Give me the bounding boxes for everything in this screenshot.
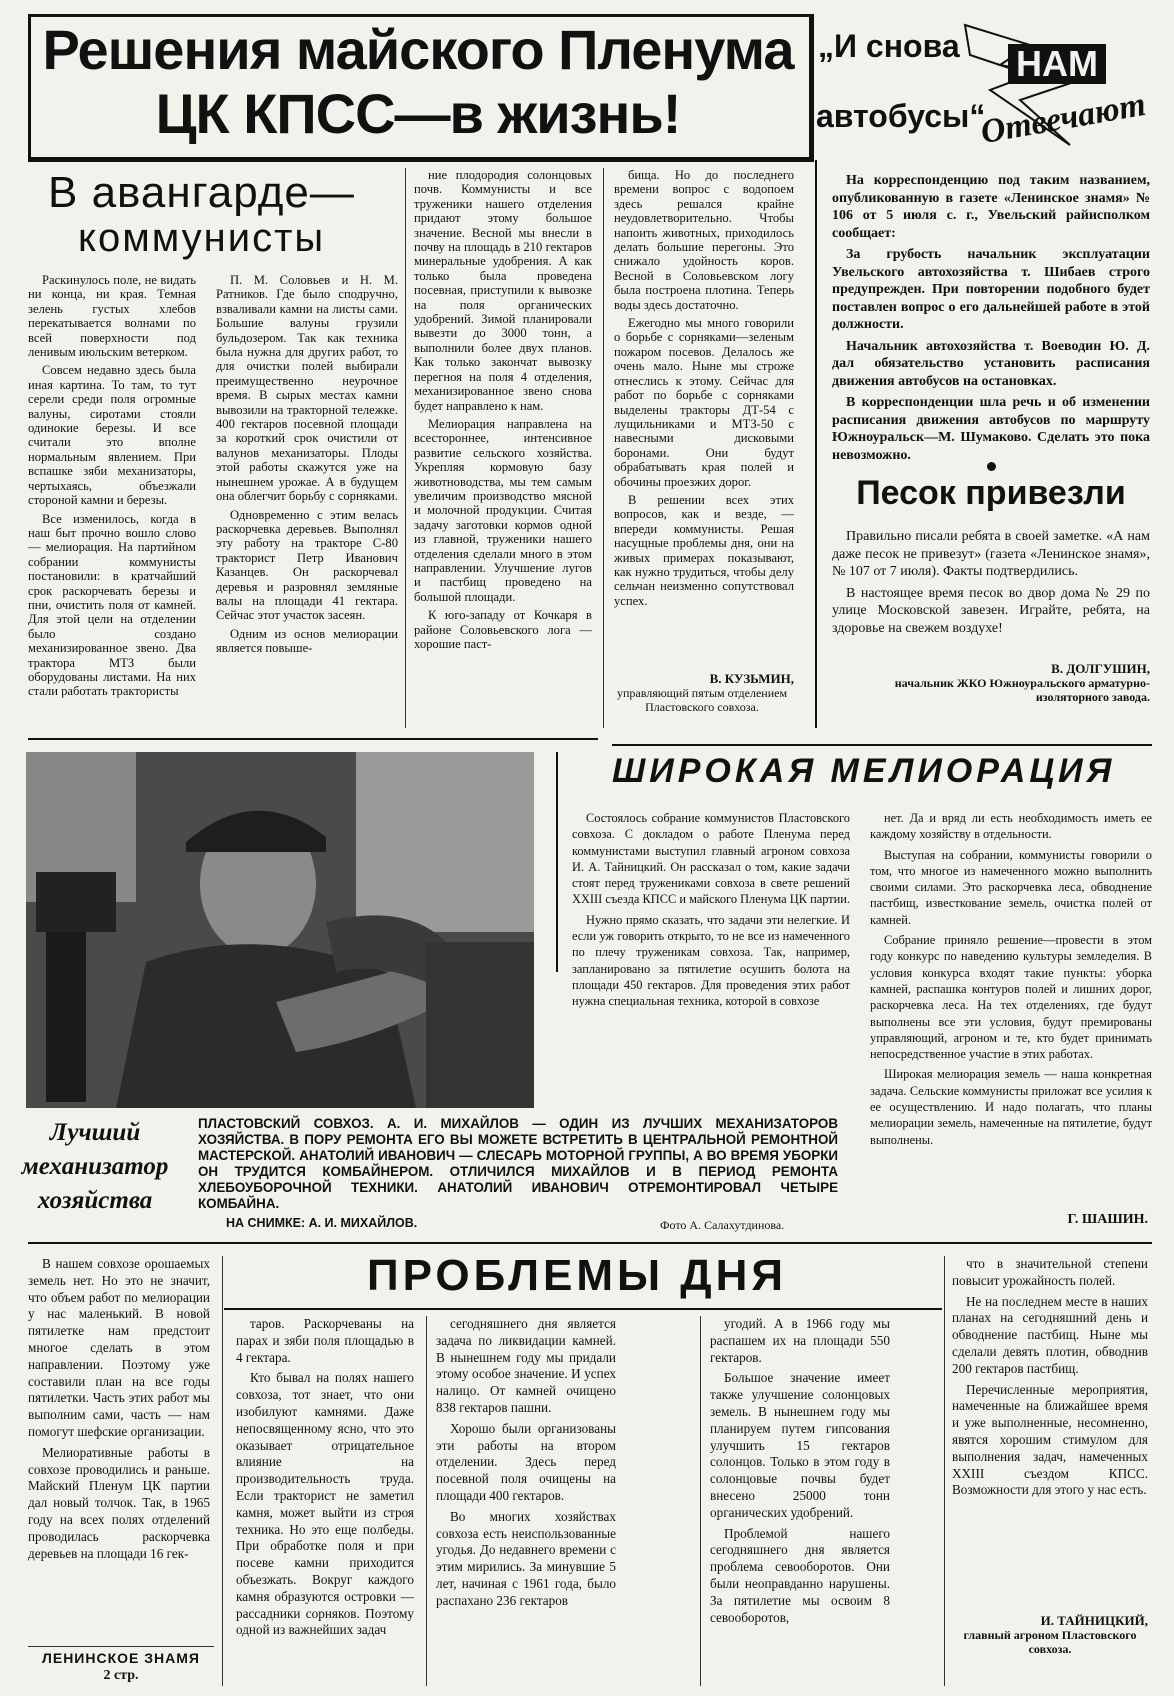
- vanguard-column-1: [28, 273, 196, 725]
- side-caption-line: хозяйства: [37, 1187, 153, 1214]
- paragraph: Ежегодно мы много говорили о борьбе с сорняками—зеленым пожаром посевов. Делалось же очень мало. Ныне мы строже отнеслись к этому. Сейчас для работ по борьбе с сорняками выделены тракторы ДТ-54 с лущильниками и МТЗ-50 с навесными дисковыми боронами. Они будут обрабатывать края полей и обочины проезжих дорог.: [614, 316, 794, 489]
- paragraph: Мелиорация направлена на всестороннее, интенсивное развитие сельского хозяйства. Укрепляя кормовую базу животноводства, мы тем самым увеличим производство мясной и молочной продукции. Считая задачу заготовки кормов одной из главной, труженики нашего отделения сделали много в этом направлении. Улучшение лугов и пастбищ проведено на большой площади.: [414, 416, 592, 604]
- bus-badge-script: Отвечают: [977, 85, 1149, 152]
- paragraph: Перечисленные мероприятия, намеченные на ближайшее время и уже выполненные, несомненно, явятся хорошим стимулом для выполнения задач, намеченных XXIII съездом КПСС. Возможности для этого у нас есть.: [952, 1381, 1148, 1498]
- paragraph: Все изменилось, когда в наш быт прочно вошло слово — мелиорация. На партийном собрании коммунисты постановили: в кратчайший срок раскорчевать березы и пни, очистить поля от камней. Для этой цели на отделении было создано механизированное звено. Два трактора МТЗ были оборудованы листами. На них стали работать трактористы: [28, 511, 196, 699]
- bus-article-body: [832, 172, 1150, 463]
- photo-on-photo: НА СНИМКЕ: А. И. МИХАЙЛОВ.: [226, 1216, 418, 1230]
- bus-title-line1: „И снова: [818, 28, 960, 64]
- paragraph: Правильно писали ребята в своей заметке. «А нам даже песок не привезут» (газета «Ленинское знамя», № 107 от 7 июля). Факты подтвердились.: [832, 529, 1150, 579]
- photo-caption: ПЛАСТОВСКИЙ СОВХОЗ. А. И. МИХАЙЛОВ — ОДИН ИЗ ЛУЧШИХ МЕХАНИЗАТОРОВ ХОЗЯЙСТВА. В ПОРУ РЕМОНТА ЕГО ВЫ МОЖЕТЕ ВСТРЕТИТЬ В ЦЕНТРАЛЬНОЙ РЕМОНТНОЙ МАСТЕРСКОЙ. АНАТОЛИЙ ИВАНОВИЧ — СЛЕСАРЬ МОТОРНОЙ ГРУППЫ, А ВО ВРЕМЯ УБОРКИ ОН ТРУДИТСЯ КОМБАЙНЕРОМ. ОТЛИЧИЛСЯ МИХАЙЛОВ И В ПЕРИОД РЕМОНТА ХЛЕБОУБОРОЧНОЙ ТЕХНИКИ. АНАТОЛИЙ ИВАНОВИЧ ОТРЕМОНТИРОВАЛ ЧЕТЫРЕ КОМБАЙНА.: [198, 1116, 838, 1211]
- column-divider: [700, 1316, 701, 1686]
- sand-title: Песок привезли: [856, 474, 1126, 512]
- headline-line2: ЦК КПСС—в жизнь!: [155, 82, 681, 145]
- footer-paper-name: ЛЕНИНСКОЕ ЗНАМЯ: [42, 1650, 200, 1666]
- paragraph: таров. Раскорчеваны на парах и зяби поля площадью в 4 гектара.: [236, 1316, 414, 1365]
- paragraph: Совсем недавно здесь была иная картина. То там, то тут серели среди поля огромные валуны, сиротами стояли одинокие березы. И все считали это вполне нормальным явлением. При вспашке зяби механизаторы, чертыхаясь, объезжали стороной камни и березы.: [28, 363, 196, 508]
- section-divider: [28, 738, 598, 740]
- paragraph: Большое значение имеет также улучшение солонцовых земель. В нынешнем году мы планируем путем гипсования улучшить 15 гектаров солонцов. Только в этом году в солонцовые почвы будет внесено 25000 тонн органических удобрений.: [710, 1370, 890, 1520]
- melioration-column-2: [870, 810, 1152, 1206]
- paragraph: Выступая на собрании, коммунисты говорили о том, что многое из намеченного можно выполнить своими силами. Это раскорчевка леса, обводнение пастбищ, известкование земель, очистка полей от камней.: [870, 847, 1152, 927]
- sand-article-body: [832, 528, 1150, 658]
- photo-illustration: [26, 752, 534, 1108]
- problems-column-4: [710, 1316, 890, 1686]
- problems-signature: [952, 1614, 1148, 1656]
- paragraph: П. М. Соловьев и Н. М. Ратников. Где было сподручно, взваливали камни на листы сами. Большие валуны грузили бульдозером. Так как техника была нужна для других работ, то для очистки полей выбирали преимущественно неурочное время. В сырых местах камни вывозили на тракторной тележке. 400 гектаров посевной площади за короткий срок очистили от валунов механизаторы. Плоды этой работы скажутся уже на нынешнем урожае. А в будущем она облегчит борьбу с сорняками.: [216, 273, 398, 504]
- paragraph: В настоящее время песок во двор дома № 29 по улице Московской завезен. Играйте, ребята, на здоровье на свежем воздухе!: [832, 585, 1150, 636]
- paragraph: Одновременно с этим велась раскорчевка деревьев. Выполнял эту работу на тракторе С-80 тракторист Петр Иванович Казанцев. Он раскорчевал деревья и разровнял земляные валы на площади 41 гектара. Сейчас этот участок засеян.: [216, 507, 398, 623]
- vanguard-title-line1: В авангарде—: [48, 168, 355, 217]
- problems-column-1: [28, 1256, 210, 1642]
- paragraph: Кто бывал на полях нашего совхоза, тот знает, что они изобилуют камнями. Даже непосвященному ясно, что это оказывает отрицательное влияние на производительность труда. Если тракторист не заметил камня, может выйти из строя техника. Но это еще полбеды. При обработке поля и при посеве камни приходится объезжать. Вокруг каждого камня образуются островки — рассадники сорняков. Поэтому одной из важнейших задач: [236, 1370, 414, 1638]
- paragraph: Не на последнем месте в наших планах на сегодняшний день и обводнение пастбищ. Ныне мы сделали девять плотин, обводнив 200 гектаров пастбищ.: [952, 1293, 1148, 1376]
- side-caption-line: механизатор: [21, 1153, 169, 1180]
- paragraph: В решении всех этих вопросов, как и везде, — впереди коммунисты. Решая насущные проблемы дня, они на живых примерах показывают, как нужно трудиться, чтобы делу сельчан неизменно сопутствовал успех.: [614, 492, 794, 608]
- column-divider: [405, 168, 406, 728]
- section-divider: [612, 744, 1152, 746]
- vanguard-signature-role: управляющий пятым отделением Пластовского совхоза.: [616, 686, 788, 714]
- column-divider: [426, 1316, 427, 1686]
- problems-column-3: [436, 1316, 616, 1686]
- melioration-title: ШИРОКАЯ МЕЛИОРАЦИЯ: [612, 752, 1116, 790]
- paragraph: Одним из основ мелиорации является повыше-: [216, 626, 398, 656]
- paragraph: Нужно прямо сказать, что задачи эти нелегкие. И если уж говорить открыто, то не все из намеченного по плечу труженикам совхоза. Так, например, запланировано за пятилетие осушить болота на площади 450 гектаров. Для проведения этих работ нужна специальная техника, которой в совхозе: [572, 912, 850, 1009]
- paragraph: На корреспонденцию под таким названием, опубликованную в газете «Ленинское знамя» № 106 от 5 июля с. г., Увельский райисполком сообщает:: [832, 173, 1150, 241]
- paragraph: В корреспонденции шла речь и об изменении расписания движения автобусов по маршруту Южноуральск—М. Шумаково. Сделать это пока невозможно.: [832, 395, 1150, 463]
- paragraph: Собрание приняло решение—провести в этом году конкурс по наведению культуры земледелия. В условия конкурса входят такие пункты: уборка камней, распашка контуров полей и лишних дорог, раскорчевка леса. На тех отделениях, где будут выполнены все эти условия, будут премированы управляющий, агроном и те, кто будет принимать непосредственное участие в этих работах.: [870, 933, 1152, 1062]
- paragraph: Состоялось собрание коммунистов Пластовского совхоза. С докладом о работе Пленума перед коммунистами выступил главный агроном совхоза И. А. Тайницкий. Он рассказал о том, какие задачи стоят перед тружениками совхоза в свете решений XXIII съезда КПСС и майского Пленума ЦК партии.: [572, 811, 851, 907]
- sand-signature-role: начальник ЖКО Южноуральского арматурно-изоляторного завода.: [894, 676, 1150, 704]
- problems-signature-name: И. ТАЙНИЦКИЙ,: [1040, 1613, 1148, 1628]
- bus-title-line2: автобусы“: [816, 98, 986, 134]
- paragraph: Начальник автохозяйства т. Воеводин Ю. Д. дал обязательство установить расписания движения автобусов на остановках.: [832, 338, 1150, 389]
- paragraph: что в значительной степени повысит урожайность полей.: [952, 1256, 1148, 1288]
- melioration-column-1: [572, 810, 850, 1104]
- vanguard-title-line2: коммунисты: [78, 216, 326, 260]
- paragraph: Во многих хозяйствах совхоза есть неиспользованные угодья. До недавнего времени с этим мирились. За минувшие 5 лет, начиная с 1961 года, было распахано 236 гектаров: [436, 1508, 616, 1608]
- paragraph: бища. Но до последнего времени вопрос с водопоем здесь решался крайне неудовлетворительно. Чтобы напоить животных, приходилось делать большие перегоны. Это снижало удойность коров. Весной в Соловьевском логу была построена плотина. Теперь воды здесь достаточно.: [614, 168, 794, 312]
- vanguard-column-3: [414, 168, 592, 725]
- problems-column-5: [952, 1256, 1148, 1601]
- paragraph: угодий. А в 1966 году мы распашем их на площади 550 гектаров.: [710, 1316, 890, 1365]
- headline-line1: Решения майского Пленума: [42, 18, 794, 81]
- paragraph: сегодняшнего дня является задача по ликвидации камней. В нынешнем году мы придали этому особое значение. И успех налицо. От камней очищено 838 гектаров пашни.: [436, 1316, 616, 1415]
- column-divider: [222, 1256, 223, 1686]
- problems-title: ПРОБЛЕМЫ ДНЯ: [366, 1251, 788, 1300]
- paragraph: Раскинулось поле, не видать ни конца, ни края. Темная зелень густых хлебов перекатывается волнами по всей поверхности под ленивым июльским ветерком.: [28, 273, 196, 360]
- section-divider: [224, 1308, 942, 1310]
- footer-page-number: 2 стр.: [103, 1668, 139, 1683]
- paragraph: Проблемой нашего сегодняшнего дня является проблема севооборотов. Они были неоправданно нарушены. За пятилетие мы освоим 8 севооборотов,: [710, 1525, 890, 1625]
- paragraph: ние плодородия солонцовых почв. Коммунисты и все труженики нашего отделения придают этому большое значение. Весной мы внесли в почву на площадь в 210 гектаров минеральные удобрения. А как только была проведена посевная, приступили к вывозке на поля органических удобрений. Зимой планировали вывезти до 3000 тонн, а выполнили более двух планов. Как только закончат вывозку перегноя на поля 4 отделения, механизированное звено снова будет направлено к нам.: [414, 168, 592, 413]
- melioration-signature-name: Г. ШАШИН.: [1067, 1212, 1148, 1227]
- paragraph: Мелиоративные работы в совхозе проводились и раньше. Майский Пленум ЦК партии дал новый толчок. Так, в 1965 году на всех полях отделений проводилась раскорчевка деревьев на площади 16 гек-: [28, 1444, 210, 1561]
- sand-signature: [832, 662, 1150, 704]
- vanguard-signature-name: В. КУЗЬМИН,: [709, 671, 794, 686]
- vanguard-column-2: [216, 273, 398, 725]
- paragraph: нет. Да и вряд ли есть необходимость иметь ее каждому хозяйству в отдельности.: [870, 811, 1152, 842]
- column-divider: [603, 168, 604, 728]
- problems-signature-role: главный агроном Пластовского совхоза.: [963, 1628, 1137, 1656]
- section-divider: [28, 1242, 1152, 1244]
- sand-signature-name: В. ДОЛГУШИН,: [1051, 661, 1150, 676]
- paragraph: Широкая мелиорация земель — наша конкретная задача. Сельские коммунисты приложат все усилия к ее осуществлению. И надо полагать, что планы мелиорации земель, намеченные на пятилетие, будут выполнены.: [870, 1067, 1152, 1147]
- photo-mikhailov: [26, 752, 534, 1108]
- photo-side-caption: [10, 1116, 180, 1218]
- column-divider: [944, 1256, 945, 1686]
- paragraph: К юго-западу от Кочкаря в районе Соловьевского лога — хорошие паст-: [414, 608, 592, 651]
- column-divider: [556, 752, 558, 972]
- vanguard-column-4: [614, 168, 794, 673]
- paragraph: За грубость начальник эксплуатации Увельского автохозяйства т. Шибаев строго предупрежден. При повторении подобного будет поставлен вопрос о его дальнейшей работе в этой должности.: [832, 247, 1150, 332]
- vanguard-signature: [610, 672, 794, 714]
- footer-divider: [28, 1646, 214, 1647]
- bus-badge: НАМ: [1008, 44, 1106, 84]
- photo-credit: Фото А. Салахутдинова.: [660, 1218, 785, 1232]
- problems-column-2: [236, 1316, 414, 1686]
- paragraph: В нашем совхозе орошаемых земель нет. Но это не значит, что объем работ по мелиорации у нас маленький. В новой пятилетке нам предстоит многое сделать в этом направлении. Поэтому уже составили план на все годы пятилетки. Часть этих работ мы выполним сами, часть — нам помогут шефские организации.: [28, 1256, 210, 1439]
- column-divider: [815, 160, 817, 728]
- side-caption-line: Лучший: [49, 1119, 141, 1146]
- paragraph: Хорошо были организованы эти работы на втором отделении. Здесь перед посевной поля очищены на площади 400 гектаров.: [436, 1420, 616, 1503]
- bullet-dot: [987, 462, 996, 471]
